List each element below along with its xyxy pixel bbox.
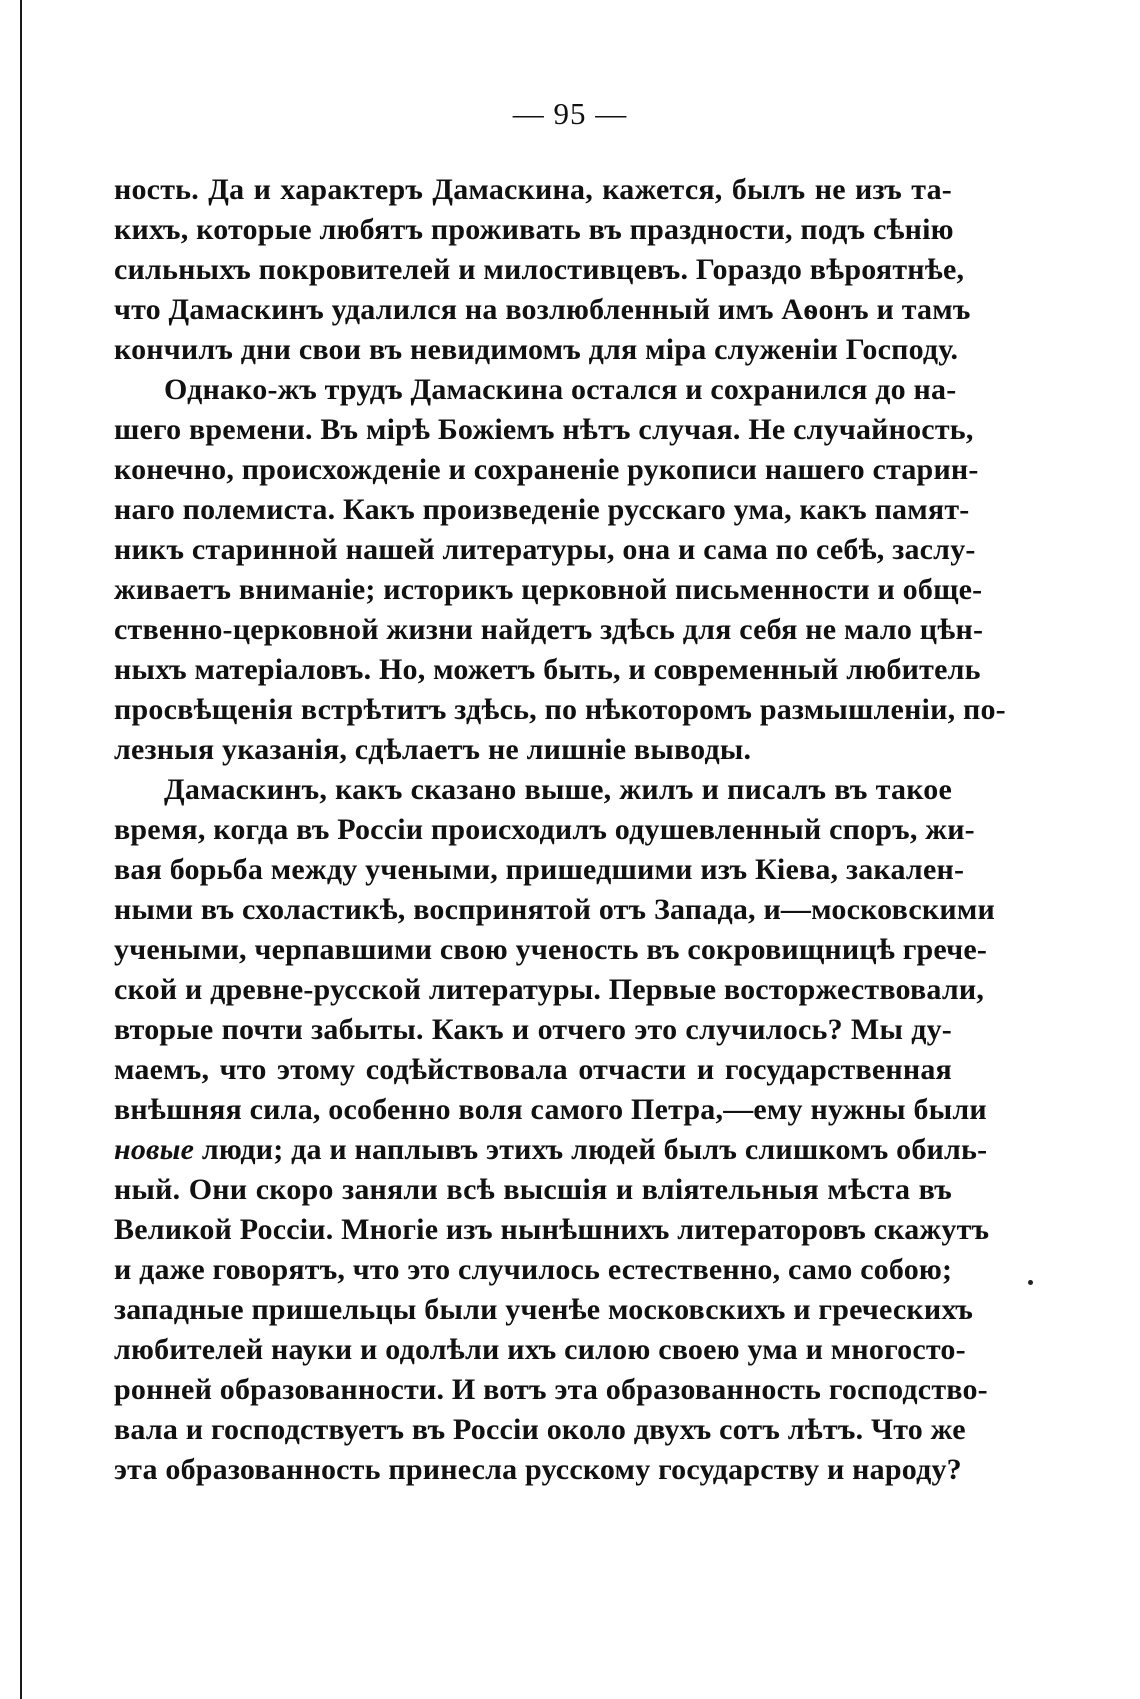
text-line: учеными, черпавшими свою ученость въ сокровищницѣ грече- (114, 933, 988, 966)
text-line: наго полемиста. Какъ произведеніе русскаго ума, какъ памят- (114, 493, 970, 526)
text-line: что Дамаскинъ удалился на возлюбленный имъ Аѳонъ и тамъ (114, 293, 971, 326)
text-line: Дамаскинъ, какъ сказано выше, жилъ и писалъ въ такое (164, 773, 952, 806)
text-line: маемъ, что этому содѣйствовала отчасти и государственная (114, 1053, 952, 1086)
text-line: вая борьба между учеными, пришедшими изъ Кіева, закален- (114, 853, 965, 886)
text-line: ронней образованности. И вотъ эта образованность господство- (114, 1373, 988, 1406)
text-line: вторые почти забыты. Какъ и отчего это случилось? Мы ду- (114, 1013, 952, 1046)
text-line: Великой Россіи. Многіе изъ нынѣшнихъ литераторовъ скажутъ (114, 1213, 990, 1246)
binding-edge (20, 0, 22, 1699)
text-line: вала и господствуетъ въ Россіи около двухъ сотъ лѣтъ. Что же (114, 1413, 966, 1446)
text-line: живаетъ вниманіе; историкъ церковной письменности и обще- (114, 573, 983, 606)
text-line: любителей науки и одолѣли ихъ силою своею ума и многосто- (114, 1333, 966, 1366)
paragraph-2 (114, 370, 1006, 770)
text-line: время, когда въ Россіи происходилъ одушевленный споръ, жи- (114, 813, 975, 846)
text-line: шего времени. Въ мірѣ Божіемъ нѣтъ случая. Не случайность, (114, 413, 974, 446)
text-line: эта образованность принесла русскому государству и народу? (114, 1453, 962, 1486)
text-line: ными въ схоластикѣ, воспринятой отъ Запада, и—московскими (114, 893, 996, 926)
text-line: ный. Они скоро заняли всѣ высшія и вліятельныя мѣста въ (114, 1173, 952, 1206)
text-line: внѣшняя сила, особенно воля самого Петра,—ему нужны были (114, 1093, 987, 1126)
text-line: западные пришельцы были ученѣе московскихъ и греческихъ (114, 1293, 974, 1326)
text-line: кончилъ дни свои въ невидимомъ для міра служеніи Господу. (114, 333, 959, 366)
text-line-italic-lead: новые люди; да и наплывъ этихъ людей былъ слишкомъ обиль- (114, 1133, 988, 1166)
ink-speck (1028, 1280, 1033, 1285)
text-line: лезныя указанія, сдѣлаетъ не лишніе выводы. (114, 733, 752, 766)
text-line: просвѣщенія встрѣтитъ здѣсь, по нѣкоторомъ размышленіи, по- (114, 693, 1006, 726)
text-line: и даже говорятъ, что это случилось естественно, само собою; (114, 1253, 953, 1286)
text-line: ской и древне-русской литературы. Первые восторжествовали, (114, 973, 985, 1006)
text-line: сильныхъ покровителей и милостивцевъ. Гораздо вѣроятнѣе, (114, 253, 965, 286)
italic-word: новые (114, 1133, 195, 1166)
paragraph-1 (114, 170, 971, 370)
paragraph-3 (114, 770, 996, 1490)
text-line: никъ старинной нашей литературы, она и сама по себѣ, заслу- (114, 533, 976, 566)
page-number: — 95 — (512, 96, 628, 131)
text-line: конечно, происхожденіе и сохраненіе рукописи нашего старин- (114, 453, 979, 486)
text-line: кихъ, которые любятъ проживать въ праздности, подъ сѣнію (114, 213, 954, 246)
text-line: Однако-жъ трудъ Дамаскина остался и сохранился до на- (164, 373, 957, 406)
text-line: ственно-церковной жизни найдетъ здѣсь для себя не мало цѣн- (114, 613, 984, 646)
text-line: ныхъ матеріаловъ. Но, можетъ быть, и современный любитель (114, 653, 981, 686)
text-line: ность. Да и характеръ Дамаскина, кажется, былъ не изъ та- (114, 173, 952, 206)
body-text (114, 170, 1006, 1490)
